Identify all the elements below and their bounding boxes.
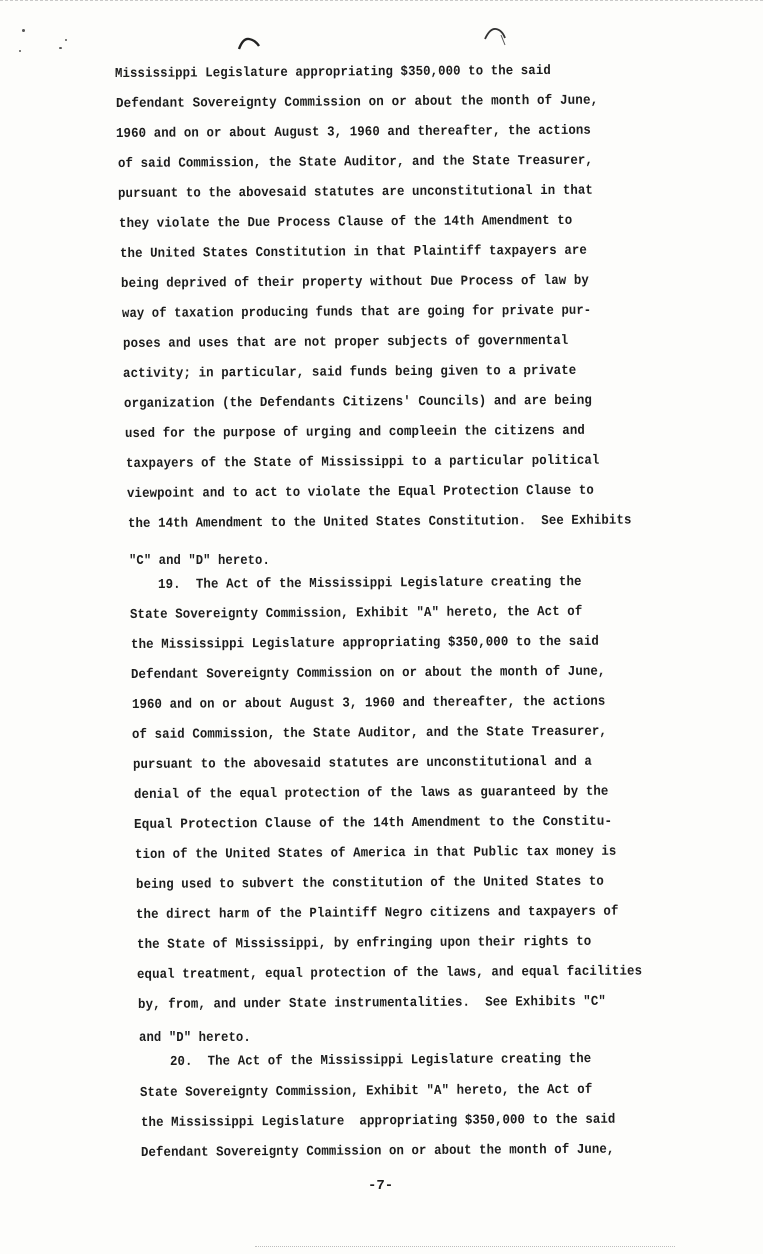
text-line: viewpoint and to act to violate the Equal Protection Clause to [126,483,594,502]
text-line: activity; in particular, said funds being given to a private [122,363,577,382]
text-line: the United States Constitution in that Plaintiff taxpayers are [119,243,587,262]
text-line: Defendant Sovereignty Commission on or about the month of June, [140,1142,615,1161]
text-line: the State of Mississippi, by enfringing upon their rights to [136,934,592,953]
binder-hole-mark-left [237,35,261,51]
page-number: -7- [368,1178,394,1194]
text-line: 20. The Act of the Mississippi Legislature creating the [169,1052,592,1070]
text-line: Defendant Sovereignty Commission on or about the month of June, [130,664,606,683]
scan-speck [59,47,62,49]
text-line: taxpayers of the State of Mississippi to a particular political [125,453,600,472]
text-line: and "D" hereto. [139,1031,251,1046]
scan-speck [19,50,21,52]
text-line: tion of the United States of America in that Public tax money is [134,844,617,863]
text-line: pursuant to the abovesaid statutes are unconstitutional and a [132,754,592,773]
text-line: 1960 and on or about August 3, 1960 and thereafter, the actions [131,694,606,713]
text-line: 1960 and on or about August 3, 1960 and thereafter, the actions [115,123,592,142]
scan-top-edge [0,0,763,1]
text-line: way of taxation producing funds that are going for private pur- [121,303,592,322]
text-line: of said Commission, the State Auditor, and the State Treasurer, [117,153,594,172]
text-line: of said Commission, the State Auditor, and the State Treasurer, [131,724,608,743]
text-line: poses and uses that are not proper subjects of governmental [122,333,569,352]
text-line: State Sovereignty Commission, Exhibit "A" hereto, the Act of [129,604,583,623]
text-line: Defendant Sovereignty Commission on or about the month of June, [115,93,599,112]
text-line: State Sovereignty Commission, Exhibit "A" hereto, the Act of [139,1082,593,1101]
text-line: the 14th Amendment to the United States Constitution. See Exhibits [127,513,632,532]
text-line: the Mississippi Legislature appropriating $350,000 to the said [130,634,599,653]
text-line: being deprived of their property without Due Process of law by [120,273,589,292]
scan-speck [22,29,25,32]
text-line: Mississippi Legislature appropriating $350,000 to the said [114,63,551,82]
scan-bottom-edge [255,1246,675,1247]
text-line: 19. The Act of the Mississippi Legislature creating the [157,575,582,593]
text-line: they violate the Due Process Clause of the 14th Amendment to [118,213,573,232]
text-line: "C" and "D" hereto. [129,554,270,569]
text-line: denial of the equal protection of the laws as guaranteed by the [133,784,609,803]
text-line: pursuant to the abovesaid statutes are unconstitutional in that [117,183,594,202]
text-line: organization (the Defendants Citizens' Councils) and are being [123,393,592,412]
scan-speck [65,39,67,41]
text-line: the direct harm of the Plaintiff Negro citizens and taxpayers of [135,904,619,923]
text-line: Equal Protection Clause of the 14th Amendment to the Constitu- [133,814,613,833]
text-line: used for the purpose of urging and compleein the citizens and [124,423,585,442]
text-line: the Mississippi Legislature appropriating $350,000 to the said [140,1112,616,1131]
binder-hole-mark-right [483,25,509,47]
text-line: equal treatment, equal protection of the laws, and equal facilities [136,964,643,983]
text-line: by, from, and under State instrumentalities. See Exhibits "C" [137,994,606,1013]
text-line: being used to subvert the constitution of the United States to [135,874,604,893]
